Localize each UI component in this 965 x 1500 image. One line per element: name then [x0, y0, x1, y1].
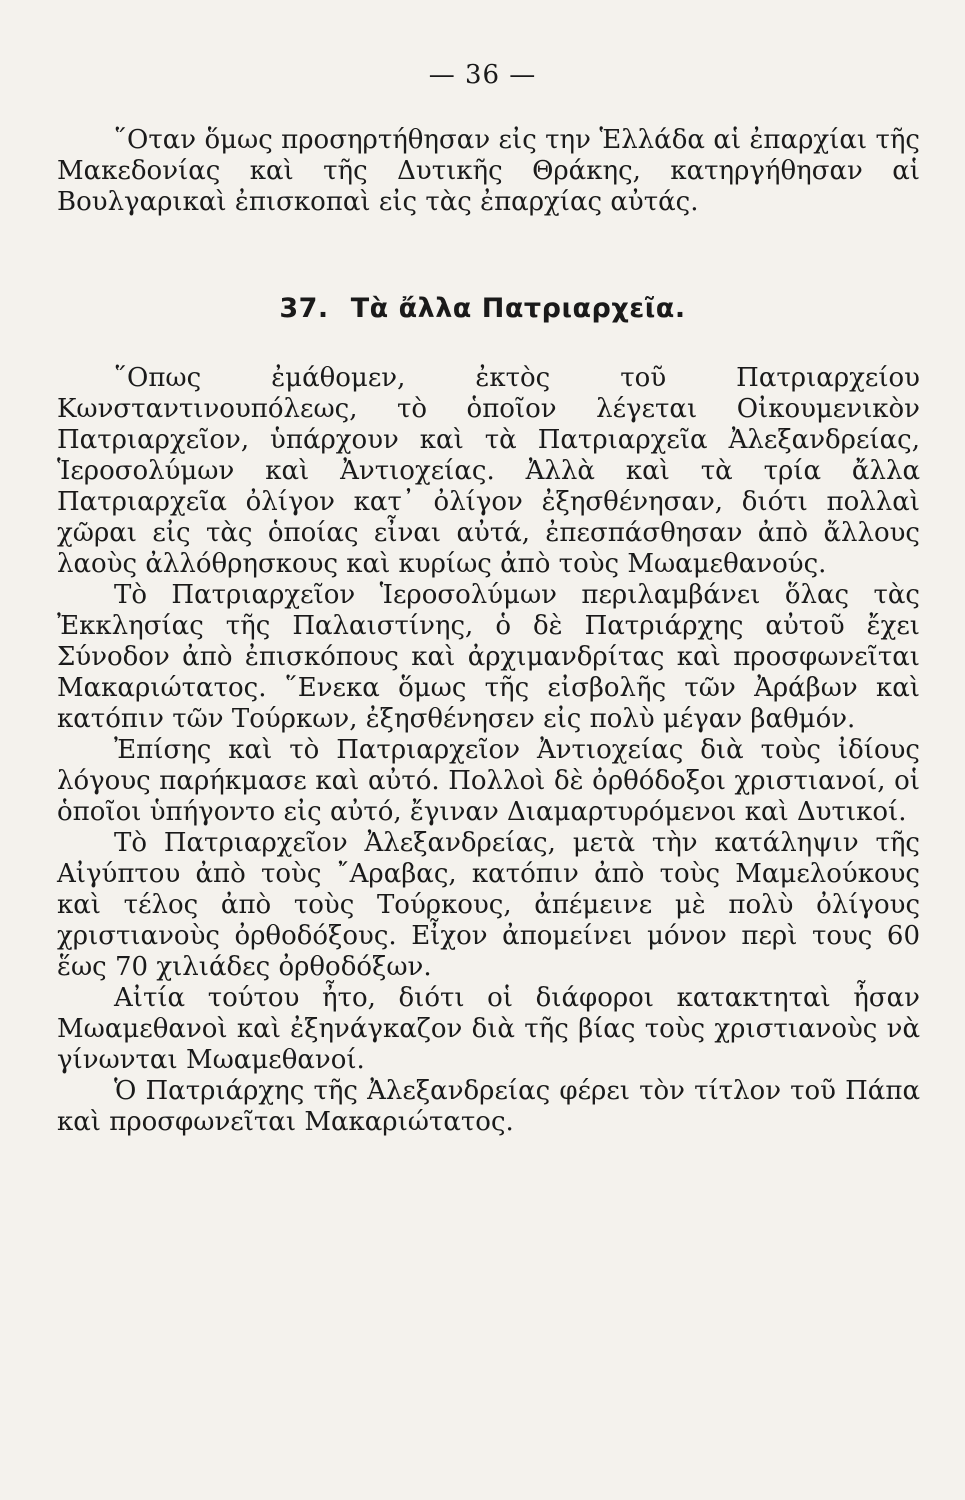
body-text	[57, 363, 920, 1138]
page-number: — 36 —	[428, 60, 537, 90]
paragraph-antioch: Ἐπίσης καὶ τὸ Πατριαρχεῖον Ἀντιοχείας διὰ τοὺς ἰδίους λόγους παρήκμασε καὶ αὐτό. Πολλοὶ δὲ ὀρθόδοξοι χριστιανοί, οἱ ὁποῖοι ὑπήγοντο εἰς αὐτό, ἔγιναν Διαμαρτυρόμενοι καὶ Δυτικοί.	[57, 735, 920, 827]
paragraph-jerusalem: Τὸ Πατριαρχεῖον Ἱεροσολύμων περιλαμβάνει ὅλας τὰς Ἐκκλησίας τῆς Παλαιστίνης, ὁ δὲ Πατριάρχης αὐτοῦ ἔχει Σύνοδον ἀπὸ ἐπισκόπους καὶ ἀρχιμανδρίτας καὶ προσφωνεῖται Μακαριώτατος. ῞Ενεκα ὅμως τῆς εἰσβολῆς τῶν Ἀράβων καὶ κατόπιν τῶν Τούρκων, ἐξησθένησεν εἰς πολὺ μέγαν βαθμόν.	[57, 580, 920, 734]
paragraph-pope-title: Ὁ Πατριάρχης τῆς Ἀλεξανδρείας φέρει τὸν τίτλον τοῦ Πάπα καὶ προσφωνεῖται Μακαριώτατος.	[57, 1076, 920, 1137]
section-number: 37.	[279, 293, 329, 324]
intro-paragraph: ῞Οταν ὅμως προσηρτήθησαν εἰς την Ἑλλάδα αἱ ἐπαρχίαι τῆς Μακεδονίας καὶ τῆς Δυτικῆς Θράκης, κατηργήθησαν αἱ Βουλγαρικαὶ ἐπισκοπαὶ εἰς τὰς ἐπαρχίας αὐτάς.	[57, 125, 920, 217]
intro-block	[57, 125, 920, 218]
section-title: Τὰ ἄλλα Πατριαρχεῖα.	[350, 293, 686, 324]
paragraph-cause: Αἰτία τούτου ἦτο, διότι οἱ διάφοροι κατακτηταὶ ἦσαν Μωαμεθανοὶ καὶ ἐξηνάγκαζον διὰ τῆς βίας τοὺς χριστιανοὺς νὰ γίνωνται Μωαμεθανοί.	[57, 983, 920, 1075]
paragraph-patriarchates-intro: ῞Οπως ἐμάθομεν, ἐκτὸς τοῦ Πατριαρχείου Κωνσταντινουπόλεως, τὸ ὁποῖον λέγεται Οἰκουμενικὸν Πατριαρχεῖον, ὑπάρχουν καὶ τὰ Πατριαρχεῖα Ἀλεξανδρείας, Ἱεροσολύμων καὶ Ἀντιοχείας. Ἀλλὰ καὶ τὰ τρία ἄλλα Πατριαρχεῖα ὀλίγον κατ᾽ ὀλίγον ἐξησθένησαν, διότι πολλαὶ χῶραι εἰς τὰς ὁποίας εἶναι αὐτά, ἐπεσπάσθησαν ἀπὸ ἄλλους λαοὺς ἀλλόθρησκους καὶ κυρίως ἀπὸ τοὺς Μωαμεθανούς.	[57, 363, 920, 579]
paragraph-alexandria: Τὸ Πατριαρχεῖον Ἀλεξανδρείας, μετὰ τὴν κατάληψιν τῆς Αἰγύπτου ἀπὸ τοὺς ῎Αραβας, κατόπιν ἀπὸ τοὺς Μαμελούκους καὶ τέλος ἀπὸ τοὺς Τούρκους, ἀπέμεινε μὲ πολὺ ὀλίγους χριστιανοὺς ὀρθοδόξους. Εἶχον ἀπομείνει μόνον περὶ τους 60 ἕως 70 χιλιάδες ὀρθοδόξων.	[57, 828, 920, 982]
section-heading	[0, 293, 965, 324]
